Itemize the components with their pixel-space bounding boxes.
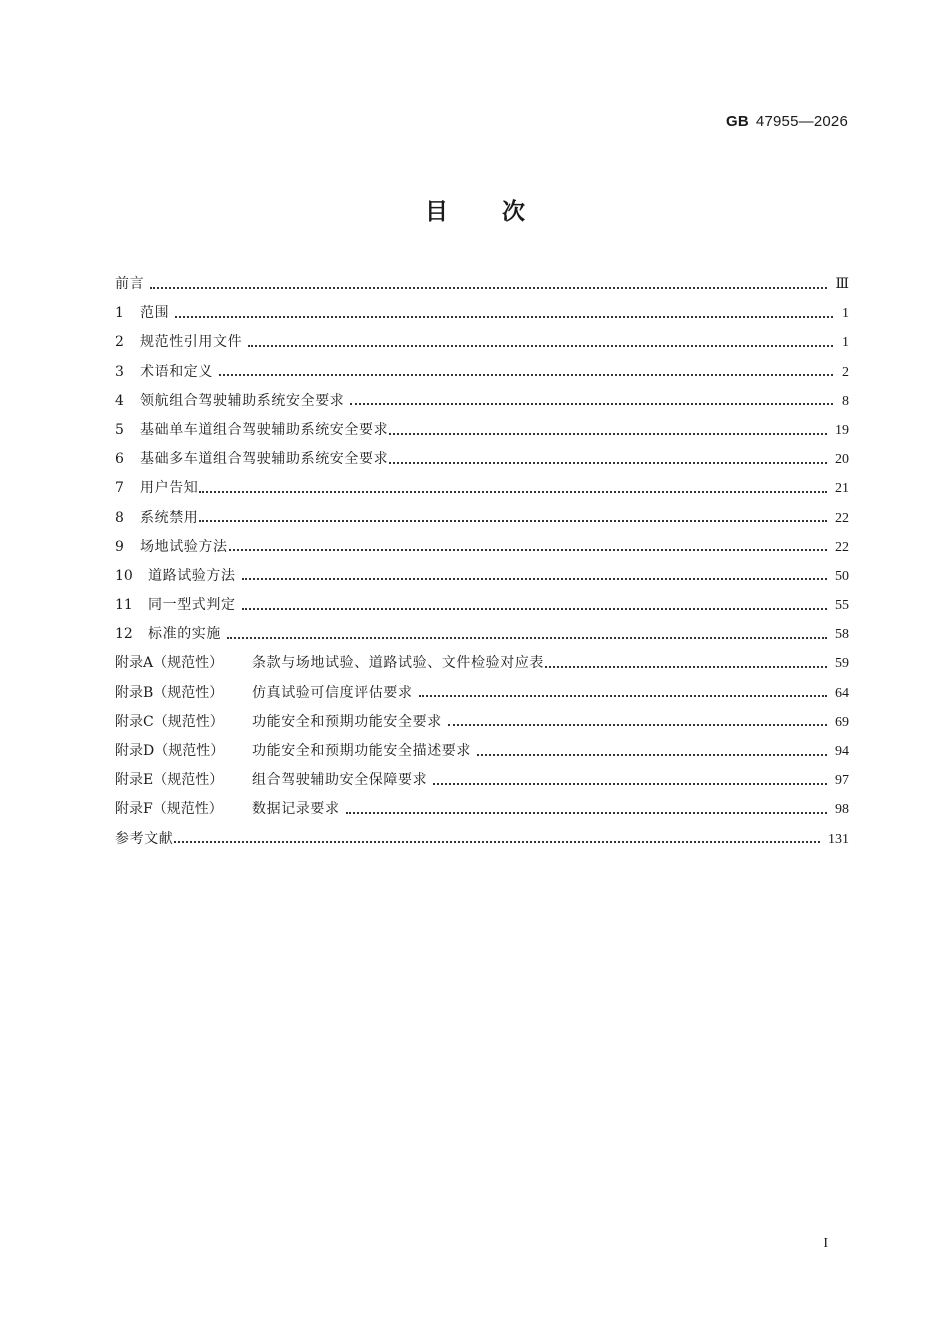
toc-entry-appendix-f[interactable] bbox=[115, 795, 849, 824]
toc-entry-7[interactable] bbox=[115, 474, 849, 503]
toc-entry-label: 功能安全和预期功能安全要求 bbox=[252, 713, 442, 730]
toc-entry-page: 58 bbox=[835, 627, 849, 643]
toc-entry-appendix-b[interactable] bbox=[115, 679, 849, 708]
toc-entry-11[interactable] bbox=[115, 591, 849, 620]
toc-entry-label: 领航组合驾驶辅助系统安全要求 bbox=[140, 392, 345, 409]
toc-entry-3[interactable] bbox=[115, 358, 849, 387]
toc-leader-dots bbox=[199, 483, 827, 493]
toc-entry-number: 10 bbox=[115, 567, 133, 584]
toc-entry-page: 19 bbox=[835, 422, 849, 438]
toc-entry-references[interactable] bbox=[115, 825, 849, 854]
toc-leader-dots bbox=[389, 454, 827, 464]
toc-entry-appendix-d[interactable] bbox=[115, 737, 849, 766]
toc-entry-appendix-c[interactable] bbox=[115, 708, 849, 737]
toc-entry-label: 标准的实施 bbox=[148, 626, 221, 643]
toc-leader-dots bbox=[229, 541, 827, 551]
page-number: I bbox=[823, 1236, 828, 1251]
toc-entry-label: 场地试验方法 bbox=[140, 538, 228, 555]
toc-entry-number: 附录F（规范性） bbox=[115, 801, 223, 818]
toc-leader-dots bbox=[545, 658, 827, 668]
toc-entry-label: 基础单车道组合驾驶辅助系统安全要求 bbox=[140, 421, 389, 438]
toc-entry-page: 59 bbox=[835, 656, 849, 672]
toc-entry-1[interactable] bbox=[115, 299, 849, 328]
toc-entry-number: 2 bbox=[115, 334, 124, 351]
toc-entry-label: 用户告知 bbox=[140, 480, 199, 497]
toc-entry-page: 94 bbox=[835, 744, 849, 759]
toc-entry-page: 98 bbox=[835, 802, 849, 818]
toc-entry-number: 附录A（规范性） bbox=[115, 655, 224, 672]
toc-entry-page: 64 bbox=[835, 685, 849, 701]
toc-entry-label: 组合驾驶辅助安全保障要求 bbox=[252, 772, 428, 789]
toc-entry-9[interactable] bbox=[115, 533, 849, 562]
toc-entry-page: 50 bbox=[835, 568, 849, 584]
toc-leader-dots bbox=[350, 395, 833, 405]
toc-entry-appendix-e[interactable] bbox=[115, 766, 849, 795]
toc-leader-dots bbox=[448, 716, 827, 726]
toc-entry-label: 参考文献 bbox=[115, 830, 174, 847]
toc-leader-dots bbox=[199, 512, 827, 522]
toc-leader-dots bbox=[242, 570, 827, 580]
toc-entry-number: 9 bbox=[115, 538, 124, 555]
toc-entry-10[interactable] bbox=[115, 562, 849, 591]
toc-entry-label: 规范性引用文件 bbox=[140, 334, 243, 351]
toc-entry-number: 6 bbox=[115, 451, 124, 468]
toc-entry-page: 55 bbox=[835, 598, 849, 614]
toc-entry-page: 22 bbox=[835, 510, 849, 526]
toc-entry-number: 附录E（规范性） bbox=[115, 772, 224, 789]
toc-entry-page: 20 bbox=[835, 452, 849, 468]
toc-entry-page: 97 bbox=[835, 773, 849, 789]
toc-entry-number: 3 bbox=[115, 363, 124, 380]
toc-entry-appendix-a[interactable] bbox=[115, 649, 849, 678]
toc-entry-page: 21 bbox=[835, 481, 849, 497]
toc-entry-5[interactable] bbox=[115, 416, 849, 445]
toc-entry-label: 基础多车道组合驾驶辅助系统安全要求 bbox=[140, 451, 389, 468]
toc-leader-dots bbox=[242, 600, 827, 610]
toc-leader-dots bbox=[433, 775, 827, 785]
toc-entry-label: 功能安全和预期功能安全描述要求 bbox=[252, 743, 471, 759]
toc-entry-4[interactable] bbox=[115, 387, 849, 416]
toc-entry-2[interactable] bbox=[115, 328, 849, 357]
toc-leader-dots bbox=[219, 366, 833, 376]
toc-entry-label: 系统禁用 bbox=[140, 509, 199, 526]
toc-entry-page: 22 bbox=[835, 539, 849, 555]
toc-entry-number: 附录B（规范性） bbox=[115, 684, 224, 701]
standard-code bbox=[726, 113, 848, 130]
toc-leader-dots bbox=[150, 279, 827, 289]
toc-entry-label: 范围 bbox=[140, 305, 170, 322]
toc-entry-page: Ⅲ bbox=[835, 277, 849, 292]
toc-entry-number: 4 bbox=[115, 392, 124, 409]
toc-title: 目次 bbox=[425, 199, 579, 225]
toc-leader-dots bbox=[174, 833, 820, 843]
toc-entry-page: 8 bbox=[842, 393, 849, 409]
toc-entry-6[interactable] bbox=[115, 445, 849, 474]
toc-entry-page: 1 bbox=[842, 306, 849, 322]
toc-leader-dots bbox=[419, 687, 827, 697]
standard-prefix: GB bbox=[726, 113, 749, 130]
toc-entry-8[interactable] bbox=[115, 504, 849, 533]
toc-entry-page: 131 bbox=[828, 831, 849, 847]
toc-entry-number: 8 bbox=[115, 509, 124, 526]
standard-number: 47955—2026 bbox=[755, 113, 848, 130]
toc-entry-number: 附录C（规范性） bbox=[115, 713, 224, 730]
toc-entry-page: 2 bbox=[842, 364, 849, 380]
toc-entry-number: 附录D（规范性） bbox=[115, 743, 225, 759]
table-of-contents bbox=[115, 270, 849, 854]
toc-entry-label: 数据记录要求 bbox=[252, 801, 340, 818]
toc-entry-label: 仿真试验可信度评估要求 bbox=[252, 684, 413, 701]
toc-entry-number: 11 bbox=[115, 597, 133, 614]
toc-leader-dots bbox=[175, 308, 833, 318]
toc-entry-label: 条款与场地试验、道路试验、文件检验对应表 bbox=[252, 655, 544, 672]
toc-entry-label: 同一型式判定 bbox=[148, 597, 236, 614]
toc-entry-number: 7 bbox=[115, 480, 124, 497]
toc-leader-dots bbox=[477, 746, 827, 756]
toc-leader-dots bbox=[248, 337, 833, 347]
toc-entry-number: 1 bbox=[115, 305, 124, 322]
toc-entry-number: 5 bbox=[115, 421, 124, 438]
toc-leader-dots bbox=[346, 804, 827, 814]
toc-entry-foreword[interactable] bbox=[115, 270, 849, 299]
toc-entry-number: 12 bbox=[115, 626, 133, 643]
toc-entry-page: 69 bbox=[835, 714, 849, 730]
toc-entry-12[interactable] bbox=[115, 620, 849, 649]
toc-entry-label: 前言 bbox=[115, 276, 145, 292]
toc-entry-page: 1 bbox=[842, 335, 849, 351]
toc-entry-label: 道路试验方法 bbox=[148, 567, 236, 584]
toc-leader-dots bbox=[389, 425, 827, 435]
toc-entry-label: 术语和定义 bbox=[140, 363, 213, 380]
toc-leader-dots bbox=[227, 629, 827, 639]
